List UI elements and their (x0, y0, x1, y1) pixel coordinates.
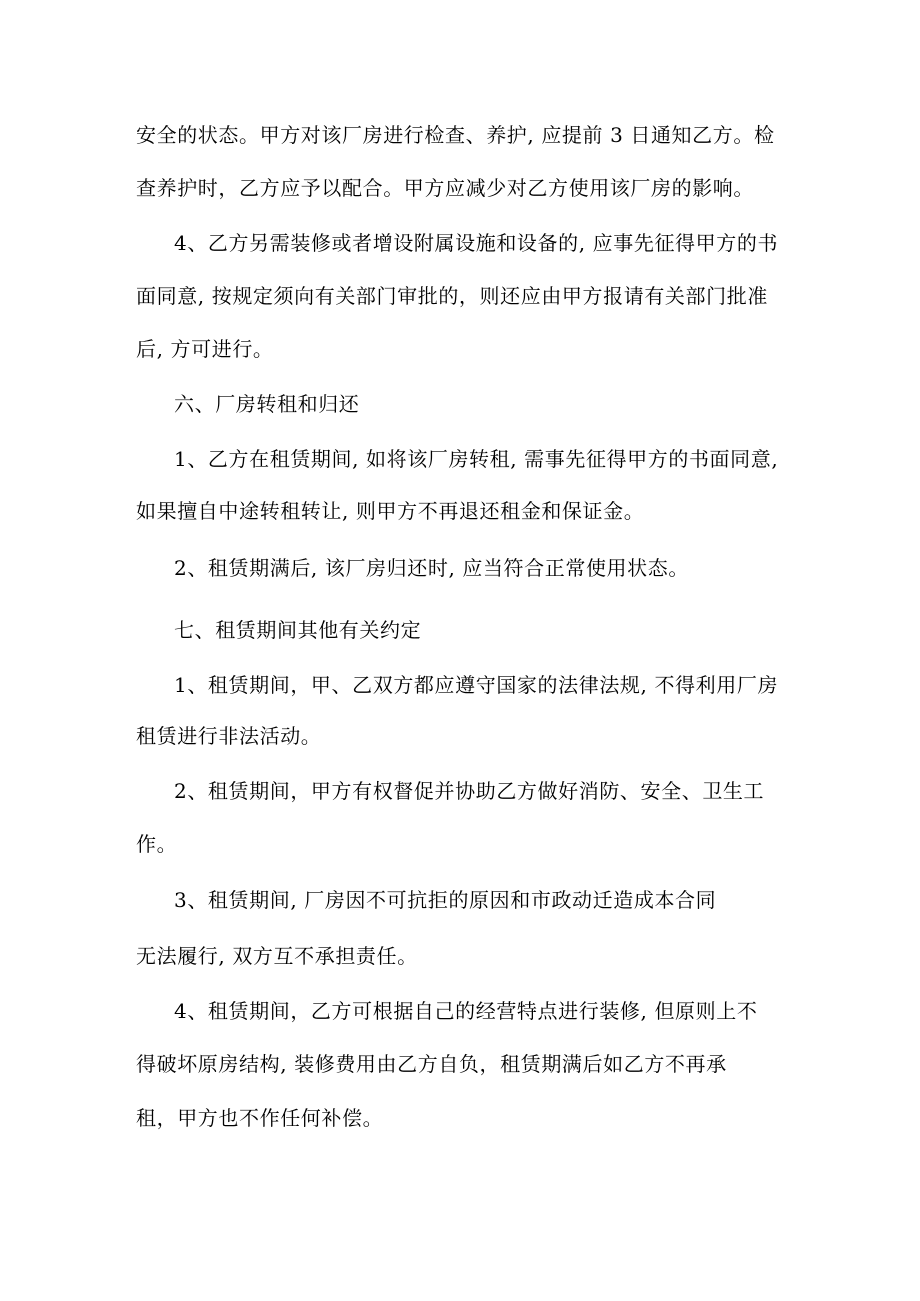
text-line: 租，甲方也不作任何补偿。 (136, 1106, 384, 1130)
text-line: 后, 方可进行。 (136, 337, 274, 361)
text-line: 2、租赁期满后, 该厂房归还时, 应当符合正常使用状态。 (174, 556, 689, 580)
section-heading: 六、厂房转租和归还 (174, 392, 360, 416)
text-line: 如果擅自中途转租转让, 则甲方不再退还租金和保证金。 (136, 499, 645, 523)
text-line: 作。 (136, 832, 178, 856)
text-line: 无法履行, 双方互不承担责任。 (136, 944, 418, 968)
text-line: 4、乙方另需装修或者增设附属设施和设备的, 应事先征得甲方的书 (174, 231, 779, 255)
text-line: 安全的状态。甲方对该厂房进行检查、养护, 应提前 3 日通知乙方。检 (136, 123, 775, 147)
text-line: 3、租赁期间, 厂房因不可抗拒的原因和市政动迁造成本合同 (174, 888, 717, 912)
text-line: 租赁进行非法活动。 (136, 724, 322, 748)
text-line: 4、租赁期间，乙方可根据自己的经营特点进行装修, 但原则上不 (174, 999, 758, 1023)
text-line: 1、乙方在租赁期间, 如将该厂房转租, 需事先征得甲方的书面同意, (174, 447, 779, 471)
text-line: 查养护时，乙方应予以配合。甲方应减少对乙方使用该厂房的影响。 (136, 176, 754, 200)
text-line: 面同意, 按规定须向有关部门审批的，则还应由甲方报请有关部门批准 (136, 284, 768, 308)
text-line: 1、租赁期间，甲、乙双方都应遵守国家的法律法规, 不得利用厂房 (174, 673, 779, 697)
text-line: 得破坏原房结构, 装修费用由乙方自负，租赁期满后如乙方不再承 (136, 1052, 727, 1076)
text-line: 2、租赁期间，甲方有权督促并协助乙方做好消防、安全、卫生工 (174, 779, 765, 803)
section-heading: 七、租赁期间其他有关约定 (174, 618, 422, 642)
